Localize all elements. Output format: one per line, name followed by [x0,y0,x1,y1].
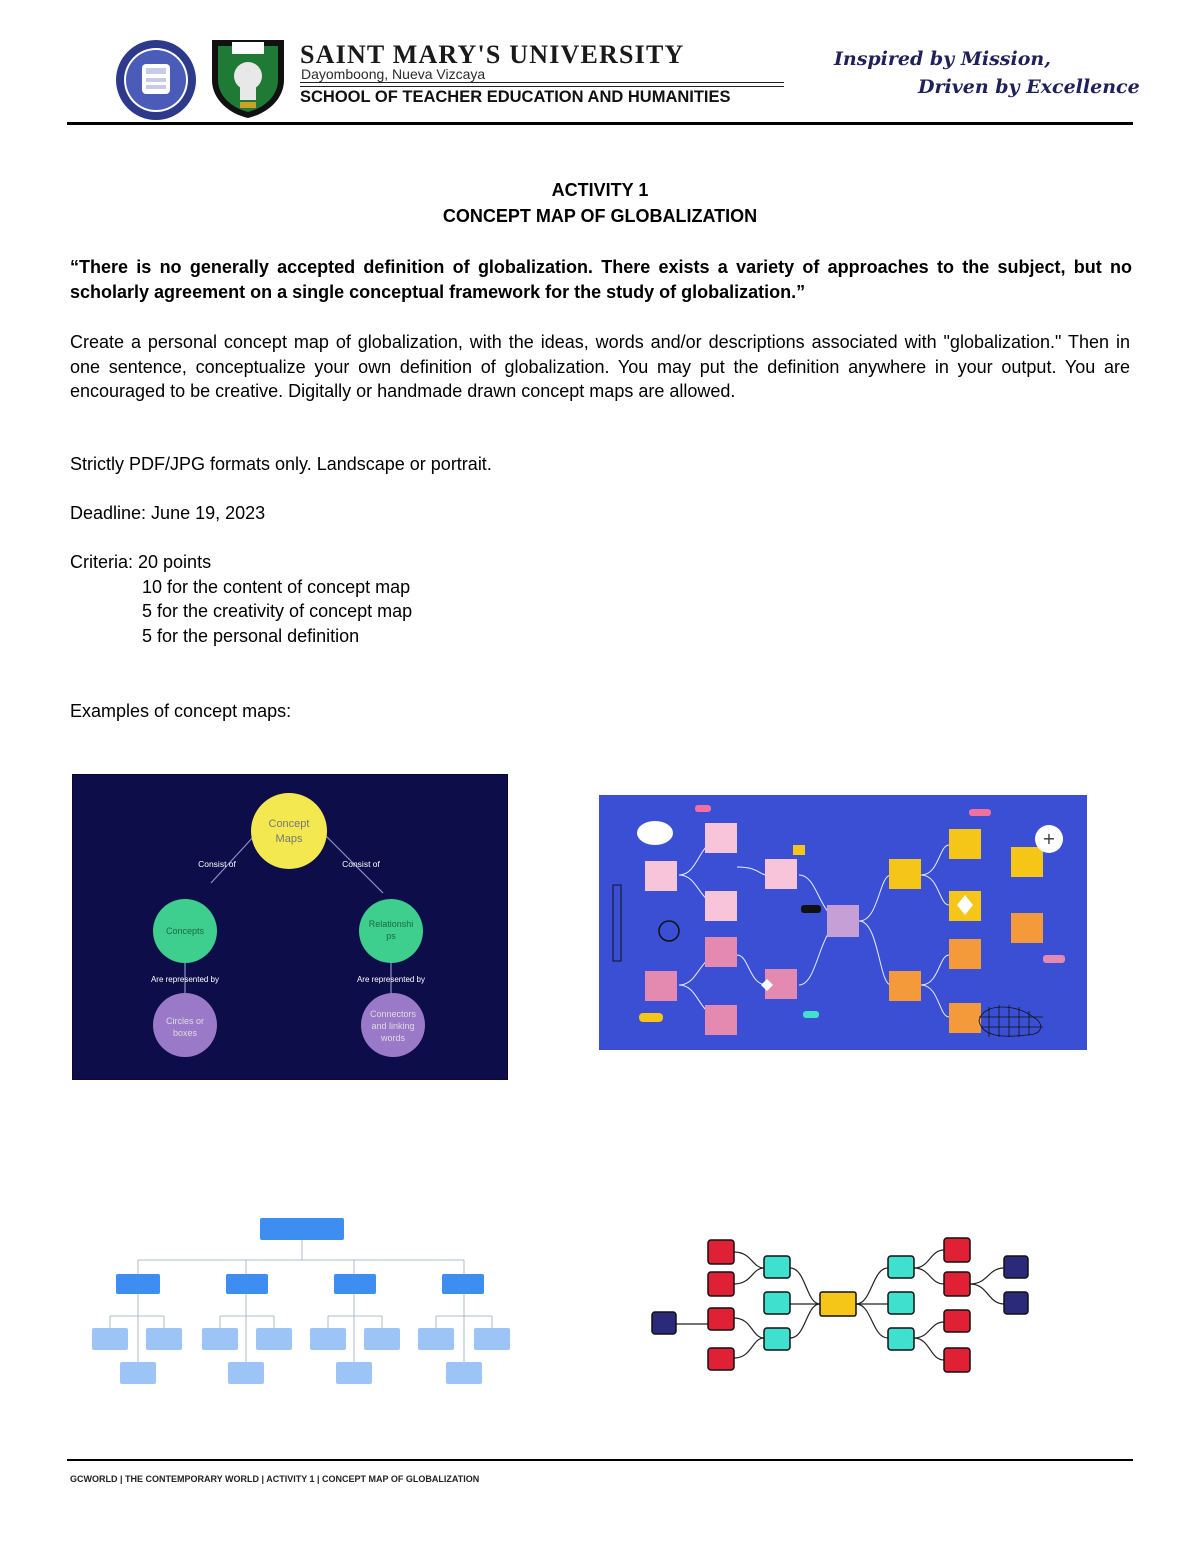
university-seal-logo [114,38,198,122]
example-concept-map-3 [80,1212,520,1402]
motto-line-2: Driven by Excellence [918,76,1140,98]
node-label: Relationshi [368,919,414,929]
header-divider [300,82,784,83]
leaf-label: Connectors [369,1009,417,1019]
activity-title: ACTIVITY 1 [551,180,649,200]
criteria-item: 5 for the personal definition [142,626,360,646]
leaf-label: words [380,1033,406,1043]
root-node-label: Concept [268,818,310,830]
edge-label: Consist of [198,859,236,869]
node-label: Concepts [165,926,205,936]
root-node-label: Maps [275,833,303,845]
edge-label: Are represented by [150,975,220,984]
university-name: SAINT MARY'S UNIVERSITY [300,40,685,69]
node-label: ps [386,931,396,941]
university-location: Dayomboong, Nueva Vizcaya [301,66,486,82]
leaf-label: boxes [172,1028,198,1038]
footer-text: GCWORLD | THE CONTEMPORARY WORLD | ACTIVITY 1 | CONCEPT MAP OF GLOBALIZATION [70,1474,480,1484]
activity-subtitle: CONCEPT MAP OF GLOBALIZATION [442,206,758,226]
quote: “There is no generally accepted definition of globalization. There exists a variety of approaches to the subject, but no scholarly agreement on a single conceptual framework for the study of globalization.” [70,257,1132,302]
school-name: SCHOOL OF TEACHER EDUCATION AND HUMANITIES [300,88,731,106]
motto-line-1: Inspired by Mission, [834,48,1051,70]
edge-label: Are represented by [356,975,426,984]
header-divider [300,86,784,87]
leaf-label: Circles or [165,1016,205,1026]
edge-label: Consist of [342,859,380,869]
criteria-item: 5 for the creativity of concept map [142,601,413,621]
example-concept-map-1 [72,774,508,1080]
criteria-title: Criteria: 20 points [70,552,212,572]
deadline: Deadline: June 19, 2023 [70,503,266,523]
format-note: Strictly PDF/JPG formats only. Landscape or portrait. [70,454,492,474]
criteria-item: 10 for the content of concept map [142,577,411,597]
instructions: Create a personal concept map of globalization, with the ideas, words and/or descriptions associated with "globalization." Then in one sentence, conceptualize your own definition of globalization. You may put the definition anywhere in your output. You are encouraged to be creative. Digitally or handmade drawn concept maps are allowed. [70,332,1130,401]
school-crest-logo [206,36,290,120]
example-concept-map-4 [648,1232,1034,1382]
header-rule [67,122,1133,125]
svg-text:+: + [1042,829,1056,848]
example-concept-map-2 [599,795,1087,1050]
examples-label: Examples of concept maps: [70,701,292,721]
footer-rule [67,1459,1133,1461]
leaf-label: and linking [371,1021,415,1031]
